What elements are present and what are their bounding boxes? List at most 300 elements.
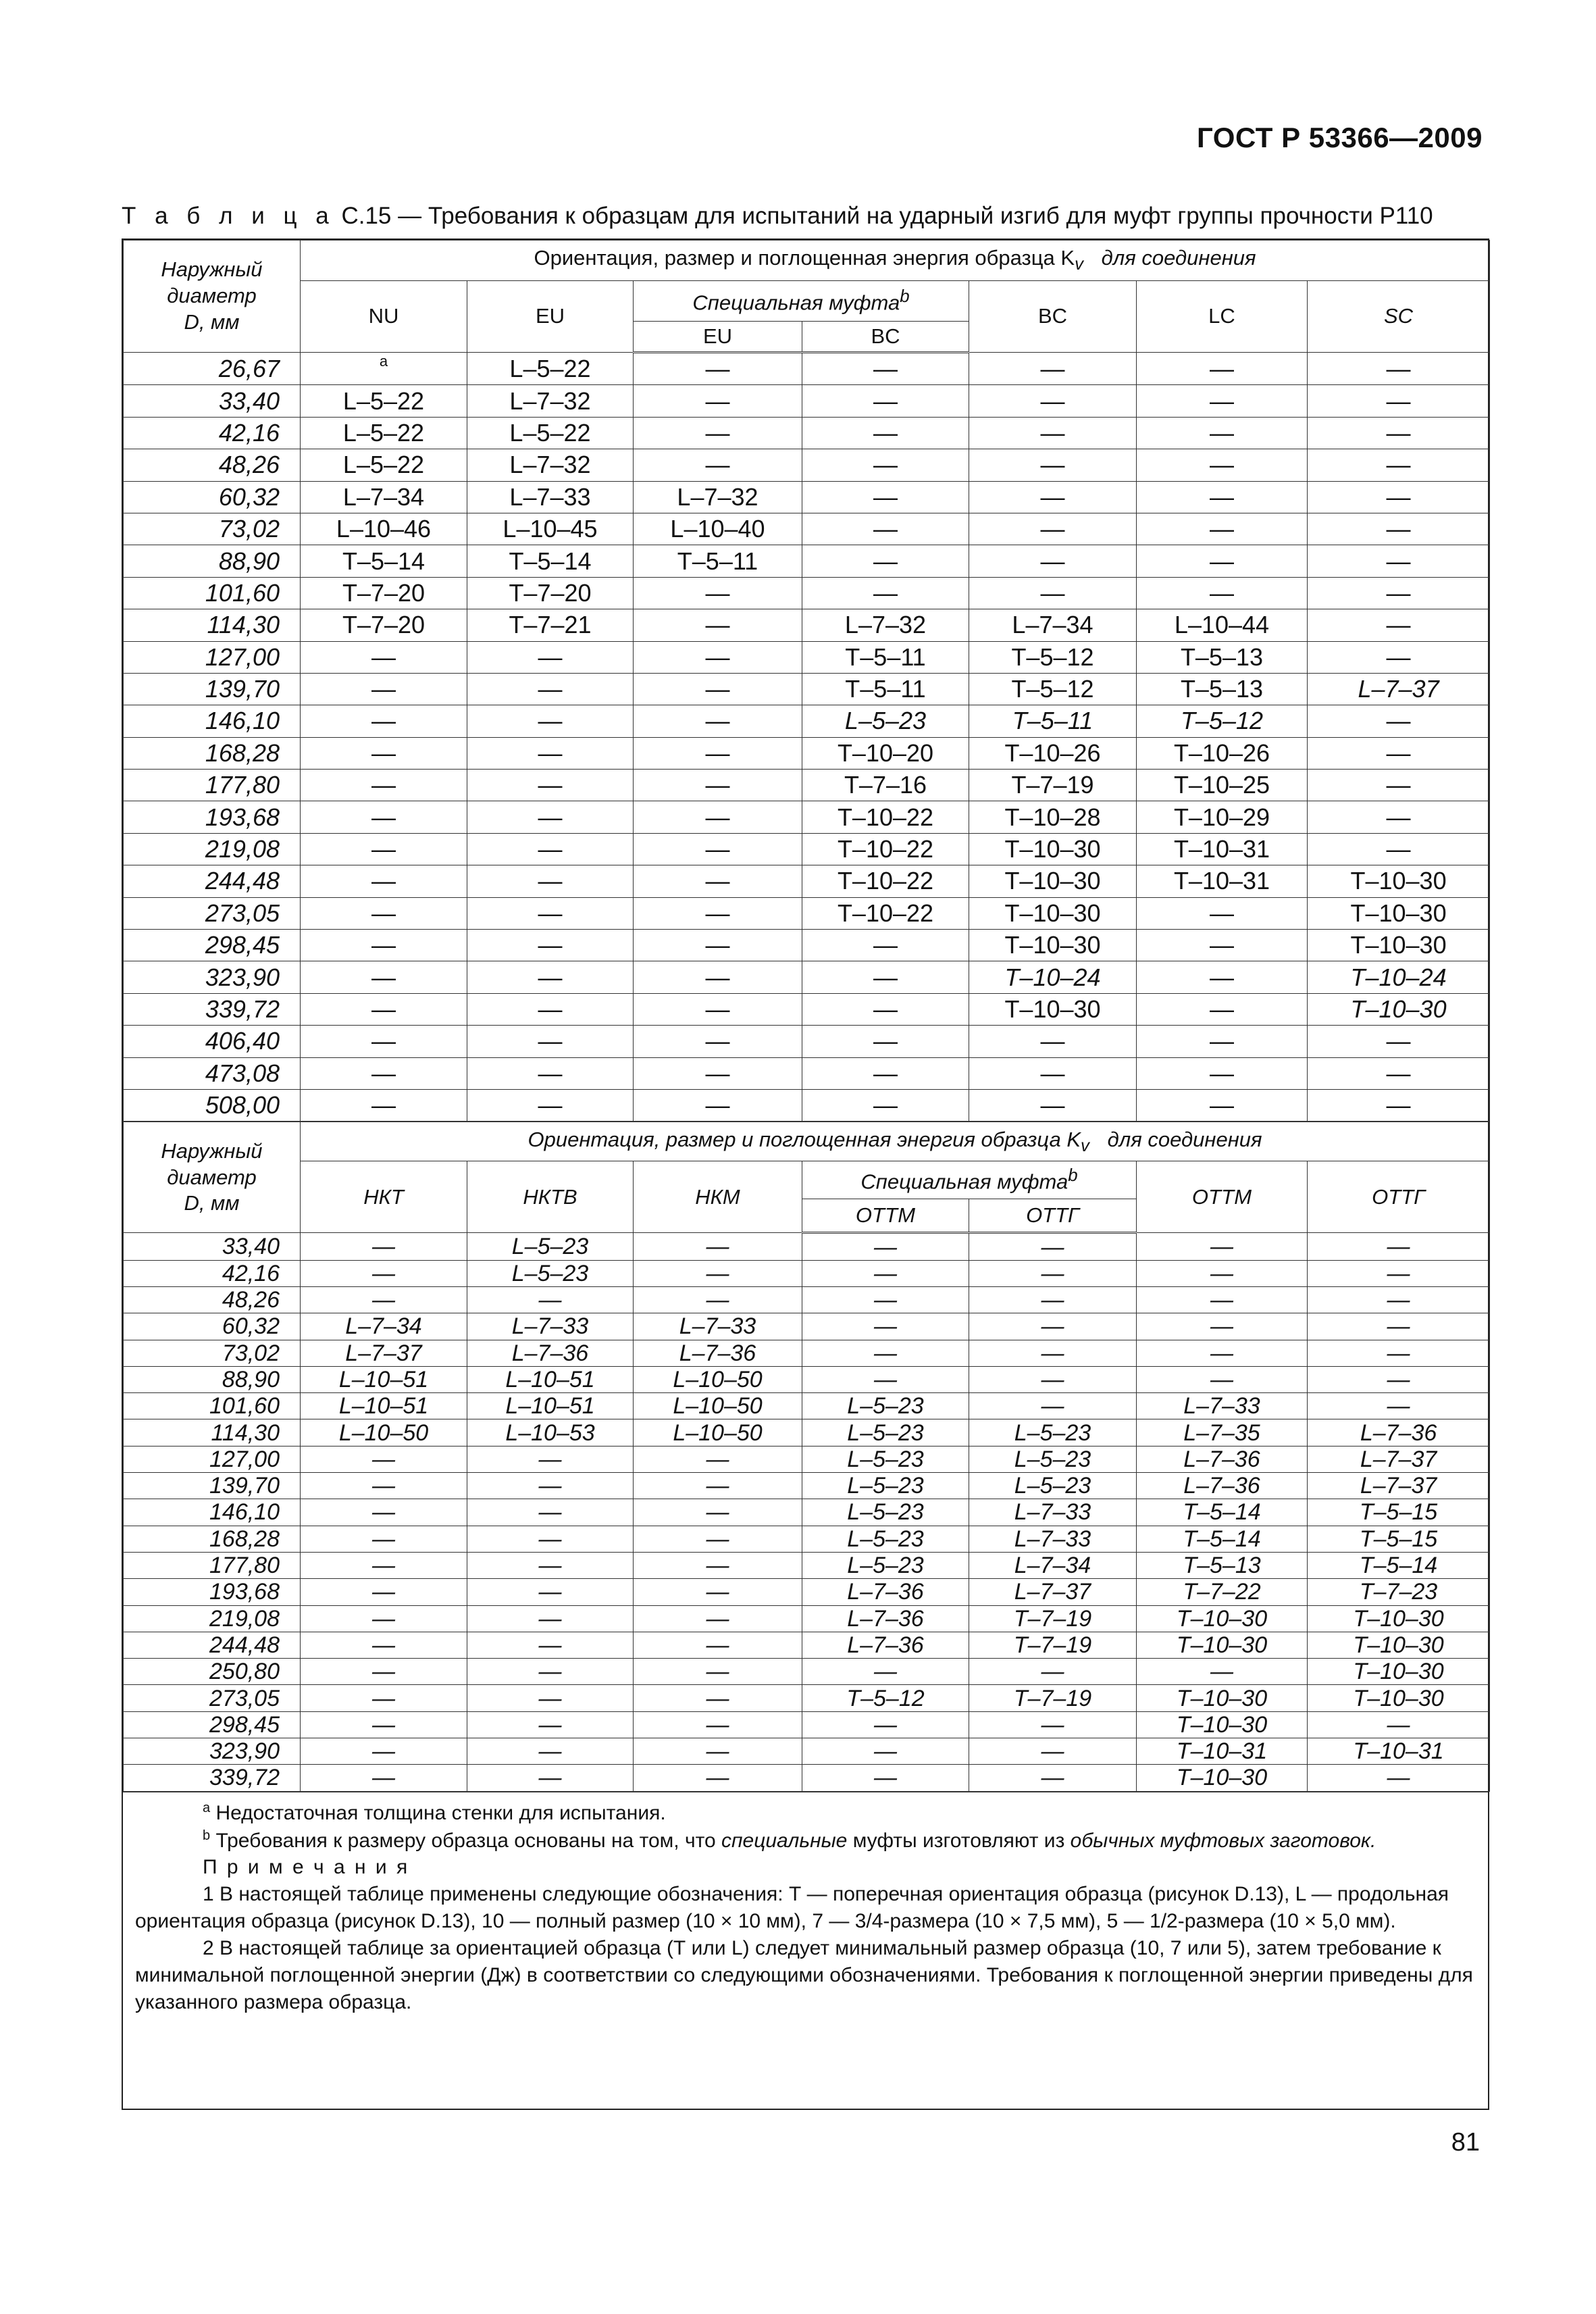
value-cell: —: [969, 1765, 1137, 1791]
value-cell: —: [969, 1393, 1137, 1419]
value-cell: —: [1308, 1765, 1490, 1791]
value-cell: T–10–30: [1308, 1632, 1490, 1658]
value-cell: L–10–40: [634, 513, 802, 545]
value-cell: —: [634, 833, 802, 865]
value-cell: —: [634, 1552, 802, 1578]
table-row: [124, 1340, 1490, 1366]
value-cell: —: [634, 353, 802, 385]
value-cell: —: [301, 1499, 467, 1526]
value-cell: —: [1308, 1366, 1490, 1392]
value-cell: T–5–15: [1308, 1499, 1490, 1526]
value-cell: —: [802, 1765, 969, 1791]
value-cell: —: [1308, 1340, 1490, 1366]
table-row: [124, 1765, 1490, 1791]
value-cell: —: [467, 1473, 634, 1499]
value-cell: —: [1137, 449, 1308, 481]
diameter-cell: 26,67: [124, 353, 301, 385]
value-cell: L–10–51: [467, 1393, 634, 1419]
value-cell: —: [802, 385, 969, 417]
value-cell: L–10–45: [467, 513, 634, 545]
value-cell: —: [634, 770, 802, 801]
value-cell: L–5–22: [301, 449, 467, 481]
col-header-special-bc: BC: [802, 322, 969, 353]
table-row: [124, 1419, 1490, 1446]
value-cell: —: [301, 865, 467, 897]
value-cell: T–7–19: [969, 1632, 1137, 1658]
value-cell: T–10–30: [1308, 930, 1490, 961]
table-row: [124, 930, 1490, 961]
table-row: [124, 993, 1490, 1025]
value-cell: —: [1308, 1233, 1490, 1260]
value-cell: —: [467, 1738, 634, 1765]
diameter-header-2: Наружный диаметр D, мм: [124, 1122, 301, 1233]
diameter-cell: 73,02: [124, 513, 301, 545]
value-cell: —: [467, 1499, 634, 1526]
table-row: [124, 897, 1490, 929]
value-cell: L–10–50: [634, 1366, 802, 1392]
value-cell: —: [301, 705, 467, 737]
value-cell: —: [634, 1026, 802, 1057]
value-cell: L–10–44: [1137, 609, 1308, 641]
caption-prefix: Т а б л и ц а: [122, 203, 335, 229]
col-header-sc: SC: [1308, 281, 1490, 353]
value-cell: T–10–30: [969, 993, 1137, 1025]
diameter-cell: 60,32: [124, 481, 301, 513]
value-cell: L–10–53: [467, 1419, 634, 1446]
table-row: [124, 1313, 1490, 1340]
value-cell: T–10–30: [969, 930, 1137, 961]
value-cell: —: [969, 417, 1137, 449]
value-cell: —: [1137, 481, 1308, 513]
document-header: ГОСТ Р 53366—2009: [1197, 122, 1483, 153]
value-cell: T–10–30: [1308, 993, 1490, 1025]
diameter-cell: 48,26: [124, 1286, 301, 1313]
value-cell: T–5–12: [969, 673, 1137, 705]
value-cell: —: [301, 961, 467, 993]
value-cell: —: [1137, 1659, 1308, 1685]
value-cell: —: [467, 930, 634, 961]
table-row: [124, 1026, 1490, 1057]
value-cell: —: [1137, 1057, 1308, 1089]
diameter-cell: 114,30: [124, 609, 301, 641]
diameter-cell: 114,30: [124, 1419, 301, 1446]
value-cell: T–5–12: [802, 1685, 969, 1711]
value-cell: —: [301, 770, 467, 801]
value-cell: —: [301, 1026, 467, 1057]
value-cell: L–7–37: [1308, 1473, 1490, 1499]
value-cell: T–7–21: [467, 609, 634, 641]
table-row: [124, 737, 1490, 769]
value-cell: —: [802, 1286, 969, 1313]
value-cell: —: [634, 993, 802, 1025]
diameter-cell: 101,60: [124, 577, 301, 609]
value-cell: L–7–33: [1137, 1393, 1308, 1419]
diameter-cell: 273,05: [124, 1685, 301, 1711]
table-row: [124, 1579, 1490, 1605]
value-cell: T–10–30: [1308, 865, 1490, 897]
value-cell: T–7–19: [969, 1685, 1137, 1711]
diameter-cell: 42,16: [124, 1260, 301, 1286]
value-cell: T–10–20: [802, 737, 969, 769]
value-cell: L–7–33: [969, 1526, 1137, 1552]
value-cell: —: [301, 673, 467, 705]
value-cell: T–7–22: [1137, 1579, 1308, 1605]
value-cell: —: [467, 993, 634, 1025]
value-cell: —: [467, 801, 634, 833]
value-cell: —: [634, 1260, 802, 1286]
diameter-cell: 48,26: [124, 449, 301, 481]
value-cell: L–7–36: [802, 1632, 969, 1658]
diameter-cell: 168,28: [124, 1526, 301, 1552]
value-cell: —: [467, 1089, 634, 1121]
caption-text: С.15 — Требования к образцам для испытаний на ударный изгиб для муфт группы прочности Р110: [341, 203, 1433, 229]
value-cell: L–5–22: [301, 417, 467, 449]
value-cell: —: [1137, 1233, 1308, 1260]
value-cell: —: [969, 1089, 1137, 1121]
value-cell: T–5–11: [634, 545, 802, 577]
note-2: 2 В настоящей таблице за ориентацией образца (Т или L) следует минимальный размер образца (10, 7 или 5), затем требование к минимальной поглощенной энергии (Дж) в соответствии со следующими обозначениями. Требования к поглощенной энергии приведены для указанного размера образца.: [135, 1937, 1473, 2013]
value-cell: —: [969, 1738, 1137, 1765]
diameter-header: Наружный диаметр D, мм: [124, 241, 301, 353]
value-cell: —: [969, 1340, 1137, 1366]
value-cell: —: [301, 1089, 467, 1121]
value-cell: —: [467, 1286, 634, 1313]
value-cell: —: [301, 1233, 467, 1260]
value-cell: L–7–33: [634, 1313, 802, 1340]
value-cell: —: [1308, 513, 1490, 545]
value-cell: L–7–36: [1308, 1419, 1490, 1446]
value-cell: L–7–37: [1308, 673, 1490, 705]
value-cell: L–5–23: [969, 1473, 1137, 1499]
table-part-2: [123, 1122, 1490, 1791]
value-cell: L–10–50: [634, 1419, 802, 1446]
value-cell: L–5–22: [467, 417, 634, 449]
value-cell: —: [1308, 833, 1490, 865]
value-cell: L–10–51: [467, 1366, 634, 1392]
group-header: Ориентация, размер и поглощенная энергия образца $K_v$ для соединения: [301, 241, 1490, 281]
value-cell: —: [802, 1026, 969, 1057]
value-cell: —: [1308, 1313, 1490, 1340]
value-cell: —: [802, 1659, 969, 1685]
value-cell: L–5–23: [802, 1526, 969, 1552]
diameter-cell: 127,00: [124, 1446, 301, 1472]
value-cell: —: [1308, 385, 1490, 417]
value-cell: —: [969, 1366, 1137, 1392]
col-header-special-eu: EU: [634, 322, 802, 353]
value-cell: —: [1137, 1366, 1308, 1392]
value-cell: T–7–23: [1308, 1579, 1490, 1605]
value-cell: T–10–30: [1137, 1765, 1308, 1791]
table-row: [124, 1499, 1490, 1526]
table-row: [124, 1526, 1490, 1552]
value-cell: —: [634, 1632, 802, 1658]
value-cell: L–7–33: [467, 1313, 634, 1340]
table-row: [124, 1057, 1490, 1089]
value-cell: T–5–14: [467, 545, 634, 577]
value-cell: —: [634, 1473, 802, 1499]
value-cell: —: [301, 1711, 467, 1738]
diameter-cell: 244,48: [124, 865, 301, 897]
value-cell: L–5–23: [802, 1446, 969, 1472]
value-cell: —: [467, 961, 634, 993]
value-cell: —: [969, 577, 1137, 609]
value-cell: —: [634, 449, 802, 481]
table-row: [124, 353, 1490, 385]
value-cell: —: [802, 1340, 969, 1366]
value-cell: T–10–30: [1137, 1605, 1308, 1632]
value-cell: T–5–13: [1137, 673, 1308, 705]
value-cell: L–7–34: [301, 481, 467, 513]
diameter-cell: 60,32: [124, 1313, 301, 1340]
value-cell: L–7–36: [1137, 1446, 1308, 1472]
table-row: [124, 865, 1490, 897]
table-part-1: [123, 240, 1490, 1122]
value-cell: —: [802, 449, 969, 481]
value-cell: —: [634, 1711, 802, 1738]
value-cell: —: [301, 897, 467, 929]
value-cell: —: [301, 1659, 467, 1685]
value-cell: —: [969, 1711, 1137, 1738]
value-cell: T–10–24: [1308, 961, 1490, 993]
value-cell: T–10–22: [802, 801, 969, 833]
value-cell: L–7–36: [1137, 1473, 1308, 1499]
diameter-cell: 273,05: [124, 897, 301, 929]
value-cell: —: [1137, 1089, 1308, 1121]
value-cell: L–5–22: [467, 353, 634, 385]
value-cell: —: [301, 1685, 467, 1711]
value-cell: L–7–34: [969, 1552, 1137, 1578]
diameter-cell: 473,08: [124, 1057, 301, 1089]
value-cell: T–10–31: [1137, 1738, 1308, 1765]
diameter-cell: 339,72: [124, 993, 301, 1025]
value-cell: T–5–14: [1137, 1499, 1308, 1526]
footnote-b: $^b$ Требования к размеру образца основаны на том, что специальные муфты изготовляют из обычных муфтовых заготовок.: [203, 1828, 1376, 1852]
value-cell: —: [634, 1765, 802, 1791]
col-header-nu: NU: [301, 281, 467, 353]
value-cell: —: [1308, 641, 1490, 673]
value-cell: —: [802, 1057, 969, 1089]
value-cell: —: [1308, 770, 1490, 801]
value-cell: L–7–33: [969, 1499, 1137, 1526]
value-cell: T–7–19: [969, 770, 1137, 801]
diameter-cell: 406,40: [124, 1026, 301, 1057]
value-cell: —: [802, 417, 969, 449]
value-cell: —: [802, 930, 969, 961]
special-coupling-header-2: Специальная муфта$^b$: [802, 1161, 1137, 1199]
col-header-bc: BC: [969, 281, 1137, 353]
value-cell: —: [969, 449, 1137, 481]
value-cell: —: [969, 513, 1137, 545]
table-row: [124, 673, 1490, 705]
value-cell: L–10–50: [634, 1393, 802, 1419]
value-cell: —: [969, 545, 1137, 577]
value-cell: T–10–30: [969, 897, 1137, 929]
value-cell: —: [1308, 545, 1490, 577]
value-cell: —: [969, 385, 1137, 417]
table-row: [124, 641, 1490, 673]
diameter-cell: 101,60: [124, 1393, 301, 1419]
value-cell: T–10–30: [1308, 1659, 1490, 1685]
value-cell: —: [301, 1057, 467, 1089]
value-cell: —: [1308, 353, 1490, 385]
value-cell: —: [1137, 1286, 1308, 1313]
value-cell: T–10–30: [1137, 1685, 1308, 1711]
value-cell: T–10–30: [969, 833, 1137, 865]
value-cell: L–7–37: [969, 1579, 1137, 1605]
table-row: [124, 1711, 1490, 1738]
value-cell: T–10–22: [802, 865, 969, 897]
value-cell: —: [634, 1579, 802, 1605]
value-cell: —: [1137, 577, 1308, 609]
value-cell: L–10–51: [301, 1366, 467, 1392]
value-cell: T–10–29: [1137, 801, 1308, 833]
diameter-cell: 508,00: [124, 1089, 301, 1121]
diameter-cell: 73,02: [124, 1340, 301, 1366]
diameter-cell: 219,08: [124, 833, 301, 865]
value-cell: —: [802, 513, 969, 545]
value-cell: —: [467, 1711, 634, 1738]
table-row: [124, 1632, 1490, 1658]
value-cell: —: [802, 961, 969, 993]
table-row: [124, 1260, 1490, 1286]
value-cell: —: [969, 1286, 1137, 1313]
value-cell: —: [802, 545, 969, 577]
value-cell: —: [1308, 1057, 1490, 1089]
value-cell: —: [467, 1446, 634, 1472]
table-row: [124, 1233, 1490, 1260]
value-cell: T–7–20: [467, 577, 634, 609]
value-cell: —: [802, 1711, 969, 1738]
table-row: [124, 449, 1490, 481]
diameter-cell: 139,70: [124, 673, 301, 705]
value-cell: —: [634, 801, 802, 833]
col-header-ottm: ОТТМ: [1137, 1161, 1308, 1233]
value-cell: T–5–14: [301, 545, 467, 577]
value-cell: L–7–37: [301, 1340, 467, 1366]
value-cell: L–7–36: [634, 1340, 802, 1366]
value-cell: —: [1308, 417, 1490, 449]
value-cell: —: [301, 1552, 467, 1578]
value-cell: T–5–15: [1308, 1526, 1490, 1552]
table-row: [124, 385, 1490, 417]
value-cell: —: [1308, 1286, 1490, 1313]
value-cell: T–10–31: [1308, 1738, 1490, 1765]
value-cell: —: [467, 1579, 634, 1605]
value-cell: L–5–23: [969, 1446, 1137, 1472]
value-cell: —: [1137, 1260, 1308, 1286]
value-cell: L–7–36: [802, 1579, 969, 1605]
table-caption: [122, 203, 1489, 230]
value-cell: —: [1137, 1313, 1308, 1340]
value-cell: —: [634, 1446, 802, 1472]
value-cell: L–5–23: [802, 1393, 969, 1419]
value-cell: T–7–19: [969, 1605, 1137, 1632]
value-cell: —: [467, 1026, 634, 1057]
value-cell: —: [969, 353, 1137, 385]
value-cell: —: [1308, 705, 1490, 737]
value-cell: —: [467, 833, 634, 865]
value-cell: T–10–30: [1137, 1632, 1308, 1658]
value-cell: —: [1137, 385, 1308, 417]
table-container: [122, 238, 1489, 2110]
value-cell: T–7–20: [301, 609, 467, 641]
value-cell: a: [301, 353, 467, 385]
value-cell: —: [467, 737, 634, 769]
note-1: 1 В настоящей таблице применены следующие обозначения: Т — поперечная ориентация образца (рисунок D.13), L — продольная ориентация образца (рисунок D.13), 10 — полный размер (10 × 10 мм), 7 — 3/4-размера (10 × 7,5 мм), 5 — 1/2-размера (10 × 5,0 мм).: [135, 1883, 1449, 1933]
value-cell: T–10–22: [802, 897, 969, 929]
value-cell: —: [802, 353, 969, 385]
value-cell: —: [634, 1659, 802, 1685]
table-row: [124, 609, 1490, 641]
value-cell: T–5–13: [1137, 641, 1308, 673]
table-row: [124, 1473, 1490, 1499]
diameter-cell: 139,70: [124, 1473, 301, 1499]
footnote-a: $^a$ Недостаточная толщина стенки для испытания.: [203, 1800, 666, 1824]
col-header-lc: LC: [1137, 281, 1308, 353]
value-cell: —: [969, 1057, 1137, 1089]
value-cell: —: [301, 833, 467, 865]
diameter-cell: 33,40: [124, 1233, 301, 1260]
value-cell: —: [467, 1685, 634, 1711]
value-cell: —: [969, 481, 1137, 513]
value-cell: —: [467, 1605, 634, 1632]
value-cell: T–5–11: [969, 705, 1137, 737]
value-cell: L–7–32: [634, 481, 802, 513]
value-cell: L–7–36: [802, 1605, 969, 1632]
value-cell: —: [634, 1499, 802, 1526]
value-cell: L–5–23: [802, 1499, 969, 1526]
table-row: [124, 705, 1490, 737]
value-cell: —: [1137, 1340, 1308, 1366]
value-cell: —: [301, 801, 467, 833]
value-cell: —: [1137, 353, 1308, 385]
value-cell: —: [301, 1738, 467, 1765]
page-number: 81: [1451, 2128, 1480, 2157]
value-cell: —: [634, 1089, 802, 1121]
diameter-cell: 168,28: [124, 737, 301, 769]
value-cell: —: [634, 417, 802, 449]
value-cell: —: [467, 1765, 634, 1791]
diameter-cell: 177,80: [124, 1552, 301, 1578]
value-cell: T–10–25: [1137, 770, 1308, 801]
value-cell: T–10–30: [1308, 1685, 1490, 1711]
value-cell: —: [802, 1738, 969, 1765]
diameter-cell: 193,68: [124, 801, 301, 833]
value-cell: —: [802, 481, 969, 513]
diameter-cell: 244,48: [124, 1632, 301, 1658]
diameter-cell: 323,90: [124, 1738, 301, 1765]
value-cell: —: [634, 737, 802, 769]
diameter-cell: 339,72: [124, 1765, 301, 1791]
table-row: [124, 1659, 1490, 1685]
value-cell: —: [634, 385, 802, 417]
diameter-cell: 42,16: [124, 417, 301, 449]
value-cell: —: [969, 1659, 1137, 1685]
value-cell: —: [301, 1286, 467, 1313]
value-cell: —: [301, 641, 467, 673]
value-cell: —: [1137, 513, 1308, 545]
value-cell: L–10–46: [301, 513, 467, 545]
value-cell: —: [969, 1313, 1137, 1340]
value-cell: T–10–28: [969, 801, 1137, 833]
value-cell: —: [969, 1026, 1137, 1057]
value-cell: T–10–31: [1137, 865, 1308, 897]
col-header-special-ottg: ОТТГ: [969, 1199, 1137, 1233]
value-cell: —: [467, 865, 634, 897]
value-cell: L–7–34: [969, 609, 1137, 641]
value-cell: L–5–23: [969, 1419, 1137, 1446]
value-cell: —: [634, 673, 802, 705]
